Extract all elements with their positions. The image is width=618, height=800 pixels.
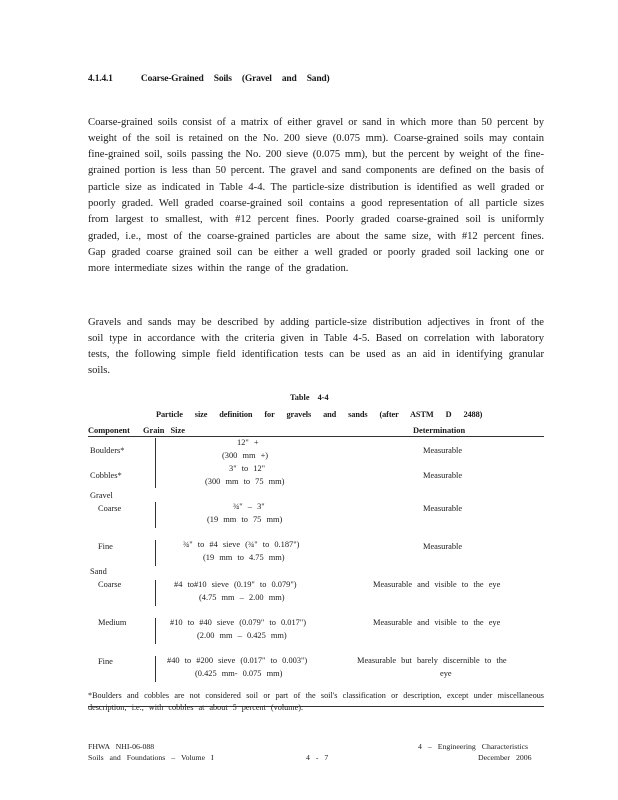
row-boulders-component: Boulders* <box>90 446 125 455</box>
header-grain-size: Grain Size <box>143 426 185 435</box>
row-cobbles-size-mm: (300 mm to 75 mm) <box>205 477 285 486</box>
table-vertical-rule <box>155 438 156 488</box>
row-sand-medium-size-in: #10 to #40 sieve (0.079" to 0.017") <box>170 618 307 627</box>
group-gravel: Gravel <box>90 491 113 500</box>
table-vertical-rule <box>155 656 156 682</box>
row-gravel-coarse-size-in: ¾" – 3" <box>233 502 265 511</box>
table-bottom-rule <box>88 706 544 707</box>
row-gravel-coarse-determination: Measurable <box>423 504 463 513</box>
paragraph-descriptors: Gravels and sands may be described by adding particle-size distribution adjectives in front of the soil type in accordance with the criteria given in Table 4-5. Based on correlation with laboratory tests, the following simple field identification tests can be used as an aid in identifying granular soils. <box>88 316 544 377</box>
footer-chapter-title: 4 – Engineering Characteristics <box>418 742 529 751</box>
table-vertical-rule <box>155 580 156 606</box>
table-top-rule <box>88 436 544 437</box>
row-sand-fine-component: Fine <box>98 657 113 666</box>
table-vertical-rule <box>155 540 156 566</box>
row-sand-medium-determination: Measurable and visible to the eye <box>373 618 501 627</box>
row-gravel-fine-size-in: ¾" to #4 sieve (¾" to 0.187") <box>183 540 300 549</box>
row-boulders-size-mm: (300 mm +) <box>222 451 269 460</box>
row-cobbles-size-in: 3" to 12" <box>229 464 266 473</box>
table-caption: Particle size definition for gravels and sands (after ASTM D 2488) <box>156 410 483 419</box>
table-footnote: *Boulders and cobbles are not considered soil or part of the soil's classification or description, except under miscellaneous description; i.e., with cobbles at about 5 percent (volume). <box>88 691 544 712</box>
header-component: Component <box>88 426 130 435</box>
row-sand-medium-component: Medium <box>98 618 127 627</box>
row-gravel-fine-determination: Measurable <box>423 542 463 551</box>
section-heading <box>88 74 329 84</box>
group-sand: Sand <box>90 567 107 576</box>
row-sand-medium-size-mm: (2.00 mm – 0.425 mm) <box>197 631 287 640</box>
row-sand-fine-size-in: #40 to #200 sieve (0.017" to 0.003") <box>167 656 308 665</box>
row-sand-coarse-determination: Measurable and visible to the eye <box>373 580 501 589</box>
row-cobbles-determination: Measurable <box>423 471 463 480</box>
row-sand-coarse-size-in: #4 to#10 sieve (0.19" to 0.079") <box>174 580 297 589</box>
table-vertical-rule <box>155 618 156 644</box>
header-determination: Determination <box>413 426 466 435</box>
row-gravel-fine-component: Fine <box>98 542 113 551</box>
footer-date: December 2006 <box>478 753 532 762</box>
row-cobbles-component: Cobbles* <box>90 471 122 480</box>
section-number: 4.1.4.1 <box>88 74 113 84</box>
row-sand-fine-determination-cont: eye <box>440 669 452 678</box>
section-title: Coarse-Grained Soils (Gravel and Sand) <box>140 74 330 84</box>
row-sand-fine-size-mm: (0.425 mm- 0.075 mm) <box>195 669 283 678</box>
table-number: Table 4-4 <box>290 393 329 402</box>
row-sand-fine-determination: Measurable but barely discernible to the <box>357 656 507 665</box>
footer-publication-title: Soils and Foundations – Volume I <box>88 753 214 762</box>
paragraph-coarse-grained: Coarse-grained soils consist of a matrix of either gravel or sand in which more than 50 percent by weight of the soil is retained on the No. 200 sieve (0.075 mm). Coarse-grained soils may contain fine-grained soil, soils passing the No. 200 sieve (0.075 mm), but the percent by weight of the fine-grained portion is less than 50 percent. The gravel and sand components are defined on the basis of particle size as indicated in Table 4-4. The particle-size distribution is identified as well graded or poorly graded. Well graded coarse-grained soil contains a good representation of all particle sizes from largest to smallest, with #12 percent fines. Poorly graded coarse-grained soil is uniformly graded, i.e., most of the coarse-grained particles are about the same size, with #12 percent fines. Gap graded coarse grained soil can be either a well graded or poorly graded soil lacking one or more intermediate sizes within the range of the gradation. <box>88 116 544 275</box>
row-gravel-coarse-size-mm: (19 mm to 75 mm) <box>207 515 283 524</box>
row-gravel-fine-size-mm: (19 mm to 4.75 mm) <box>203 553 285 562</box>
row-sand-coarse-size-mm: (4.75 mm – 2.00 mm) <box>199 593 285 602</box>
row-sand-coarse-component: Coarse <box>98 580 122 589</box>
row-boulders-determination: Measurable <box>423 446 463 455</box>
table-vertical-rule <box>155 502 156 528</box>
footer-publication-id: FHWA NHI-06-088 <box>88 742 155 751</box>
row-gravel-coarse-component: Coarse <box>98 504 122 513</box>
footer-page-number: 4 - 7 <box>306 753 329 762</box>
row-boulders-size-in: 12" + <box>237 438 259 447</box>
